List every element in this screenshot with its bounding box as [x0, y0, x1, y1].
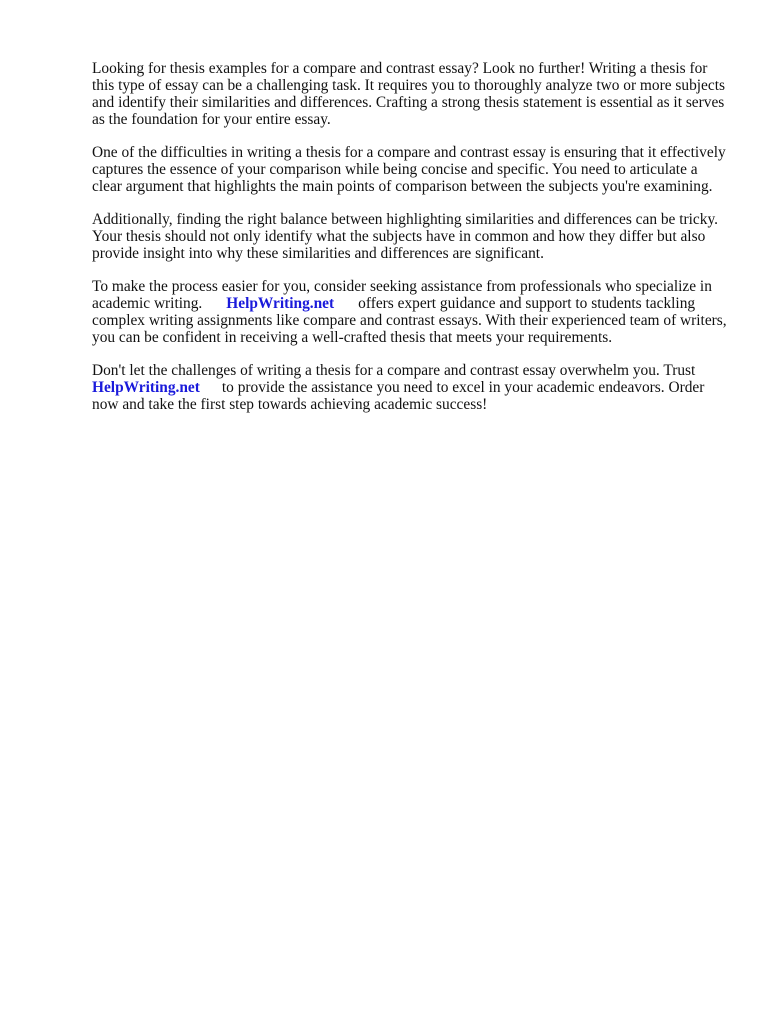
paragraph-closing	[92, 362, 728, 413]
paragraph-balance: Additionally, finding the right balance between highlighting similarities and differences can be tricky. Your thesis should not only identify what the subjects have in common and how they differ but also provide insight into why these similarities and differences are significant.	[92, 211, 718, 262]
document-body	[92, 60, 728, 429]
paragraph-assistance-text-after: offers expert guidance and support to students tackling complex writing assignments like compare and contrast essays. With their experienced team of writers, you can be confident in receiving a well-crafted thesis that meets your requirements.	[92, 295, 727, 346]
paragraph-difficulties: One of the difficulties in writing a thesis for a compare and contrast essay is ensuring that it effectively captures the essence of your comparison while being concise and specific. You need to articulate a clear argument that highlights the main points of comparison between the subjects you're examining.	[92, 144, 726, 195]
paragraph-intro: Looking for thesis examples for a compare and contrast essay? Look no further! Writing a thesis for this type of essay can be a challenging task. It requires you to thoroughly analyze two or more subjects and identify their similarities and differences. Crafting a strong thesis statement is essential as it serves as the foundation for your entire essay.	[92, 60, 725, 128]
helpwriting-link[interactable]: HelpWriting.net	[226, 295, 335, 312]
paragraph-assistance-text-before: To make the process easier for you, consider seeking assistance from professionals who specialize in academic writing.	[92, 278, 712, 312]
paragraph-assistance	[92, 278, 728, 346]
paragraph-closing-text-after: to provide the assistance you need to excel in your academic endeavors. Order now and take the first step towards achieving academic success!	[92, 379, 705, 413]
paragraph-closing-text-before: Don't let the challenges of writing a thesis for a compare and contrast essay overwhelm you. Trust	[92, 362, 696, 379]
helpwriting-link-closing[interactable]: HelpWriting.net	[92, 379, 200, 396]
